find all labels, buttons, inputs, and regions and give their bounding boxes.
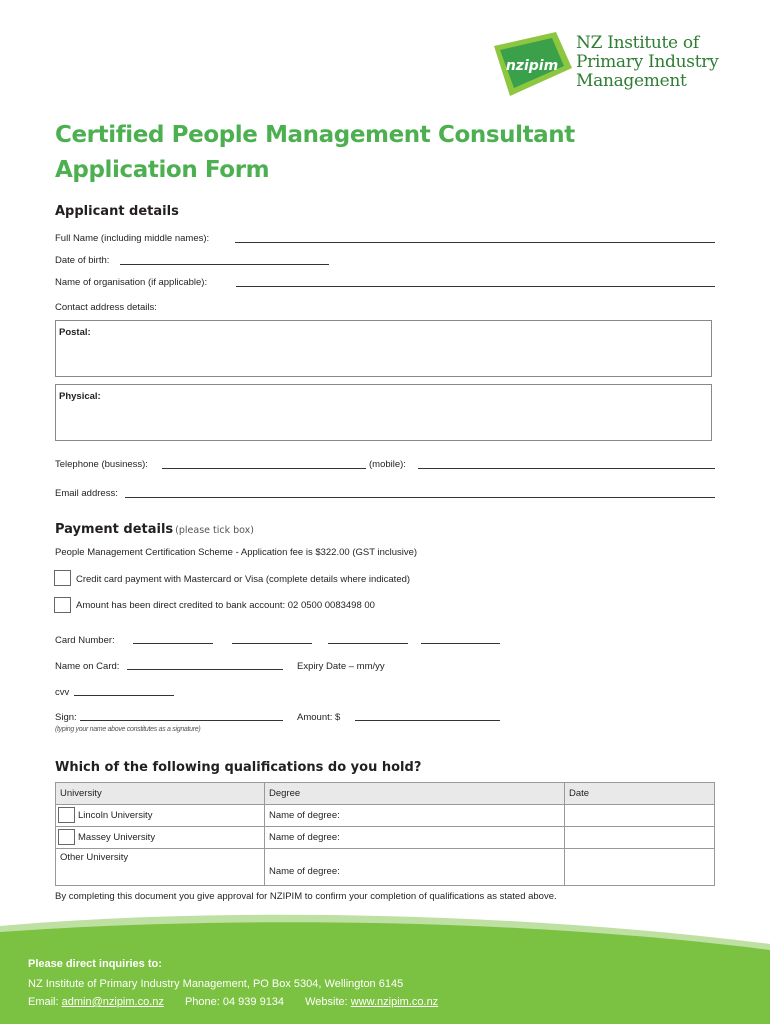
logo-mark-text: nzipim	[505, 58, 559, 74]
phone-mobile-field[interactable]	[418, 468, 715, 469]
name-on-card-field[interactable]	[127, 669, 283, 670]
column-header-date: Date	[565, 783, 715, 805]
university-cell	[56, 805, 265, 827]
qualifications-table	[55, 782, 715, 886]
postal-address-field[interactable]	[55, 320, 712, 377]
date-field[interactable]	[565, 805, 715, 827]
form-title: Certified People Management Consultant Application Form	[55, 122, 575, 183]
amount-field[interactable]	[355, 720, 500, 721]
degree-label: Name of degree:	[269, 810, 340, 821]
degree-field[interactable]	[265, 805, 565, 827]
footer-contact-line: Email: admin@nzipim.co.nz Phone: 04 939 9134 Website: www.nzipim.co.nz	[28, 996, 439, 1008]
university-name: Massey University	[78, 832, 156, 843]
column-header-degree: Degree	[265, 783, 565, 805]
footer-phone: Phone: 04 939 9134	[184, 996, 285, 1008]
degree-label: Name of degree:	[269, 832, 340, 843]
email-field[interactable]	[125, 497, 715, 498]
lincoln-university-checkbox[interactable]	[58, 807, 75, 823]
full-name-label: Full Name (including middle names):	[55, 233, 210, 244]
postal-label: Postal:	[59, 327, 91, 338]
card-number-field-2[interactable]	[232, 643, 312, 644]
table-row	[56, 805, 715, 827]
bank-credit-option-label: Amount has been direct credited to bank account: 02 0500 0083498 00	[76, 600, 375, 611]
physical-address-field[interactable]	[55, 384, 712, 441]
card-number-label: Card Number:	[55, 635, 115, 646]
amount-label: Amount: $	[297, 712, 341, 723]
bank-credit-checkbox[interactable]	[54, 597, 71, 613]
card-number-field-1[interactable]	[133, 643, 213, 644]
column-header-university: University	[56, 783, 265, 805]
email-link[interactable]: admin@nzipim.co.nz	[61, 996, 164, 1008]
email-label: Email address:	[55, 488, 118, 499]
nzipim-logo-mark	[486, 28, 576, 100]
fee-line: People Management Certification Scheme - Application fee is $322.00 (GST inclusive)	[55, 547, 418, 558]
nzipim-logo	[486, 28, 748, 100]
card-number-field-4[interactable]	[421, 643, 500, 644]
table-row	[56, 849, 715, 886]
website-link[interactable]: www.nzipim.co.nz	[350, 996, 439, 1008]
organisation-field[interactable]	[236, 286, 715, 287]
degree-field[interactable]	[265, 827, 565, 849]
dob-label: Date of birth:	[55, 255, 110, 266]
massey-university-checkbox[interactable]	[58, 829, 75, 845]
footer-heading: Please direct inquiries to:	[28, 958, 162, 970]
payment-note: (please tick box)	[175, 525, 254, 536]
logo-org-name: NZ Institute of Primary Industry Management	[576, 33, 719, 91]
name-on-card-label: Name on Card:	[55, 661, 120, 672]
date-field[interactable]	[565, 827, 715, 849]
table-header-row	[56, 783, 715, 805]
contact-address-label: Contact address details:	[55, 302, 157, 313]
credit-card-option-label: Credit card payment with Mastercard or Visa (complete details where indicated)	[76, 574, 411, 585]
signature-note: (typing your name above constitutes as a signature)	[55, 726, 201, 733]
university-cell[interactable]	[56, 849, 265, 886]
payment-details-heading: Payment details (please tick box)	[55, 522, 254, 537]
university-cell	[56, 827, 265, 849]
phone-business-label: Telephone (business):	[55, 459, 148, 470]
table-row	[56, 827, 715, 849]
cvv-label: cvv	[55, 687, 70, 698]
phone-business-field[interactable]	[162, 468, 366, 469]
physical-label: Physical:	[59, 391, 101, 402]
university-name: Other University	[60, 852, 129, 863]
card-number-field-3[interactable]	[328, 643, 408, 644]
qualifications-heading: Which of the following qualifications do you hold?	[55, 760, 422, 775]
expiry-date-label: Expiry Date – mm/yy	[297, 661, 385, 672]
full-name-field[interactable]	[235, 242, 715, 243]
date-field[interactable]	[565, 849, 715, 886]
sign-field[interactable]	[80, 720, 283, 721]
degree-field[interactable]	[265, 849, 565, 886]
consent-statement: By completing this document you give approval for NZIPIM to confirm your completion of qualifications as stated above.	[55, 891, 557, 902]
organisation-label: Name of organisation (if applicable):	[55, 277, 208, 288]
footer-address: NZ Institute of Primary Industry Management, PO Box 5304, Wellington 6145	[28, 978, 404, 990]
degree-label: Name of degree:	[269, 866, 340, 877]
university-name: Lincoln University	[78, 810, 153, 821]
footer	[0, 906, 770, 1024]
cvv-field[interactable]	[74, 695, 174, 696]
phone-mobile-label: (mobile):	[369, 459, 406, 470]
sign-label: Sign:	[55, 712, 77, 723]
applicant-details-heading: Applicant details	[55, 204, 179, 219]
dob-field[interactable]	[120, 264, 329, 265]
credit-card-checkbox[interactable]	[54, 570, 71, 586]
